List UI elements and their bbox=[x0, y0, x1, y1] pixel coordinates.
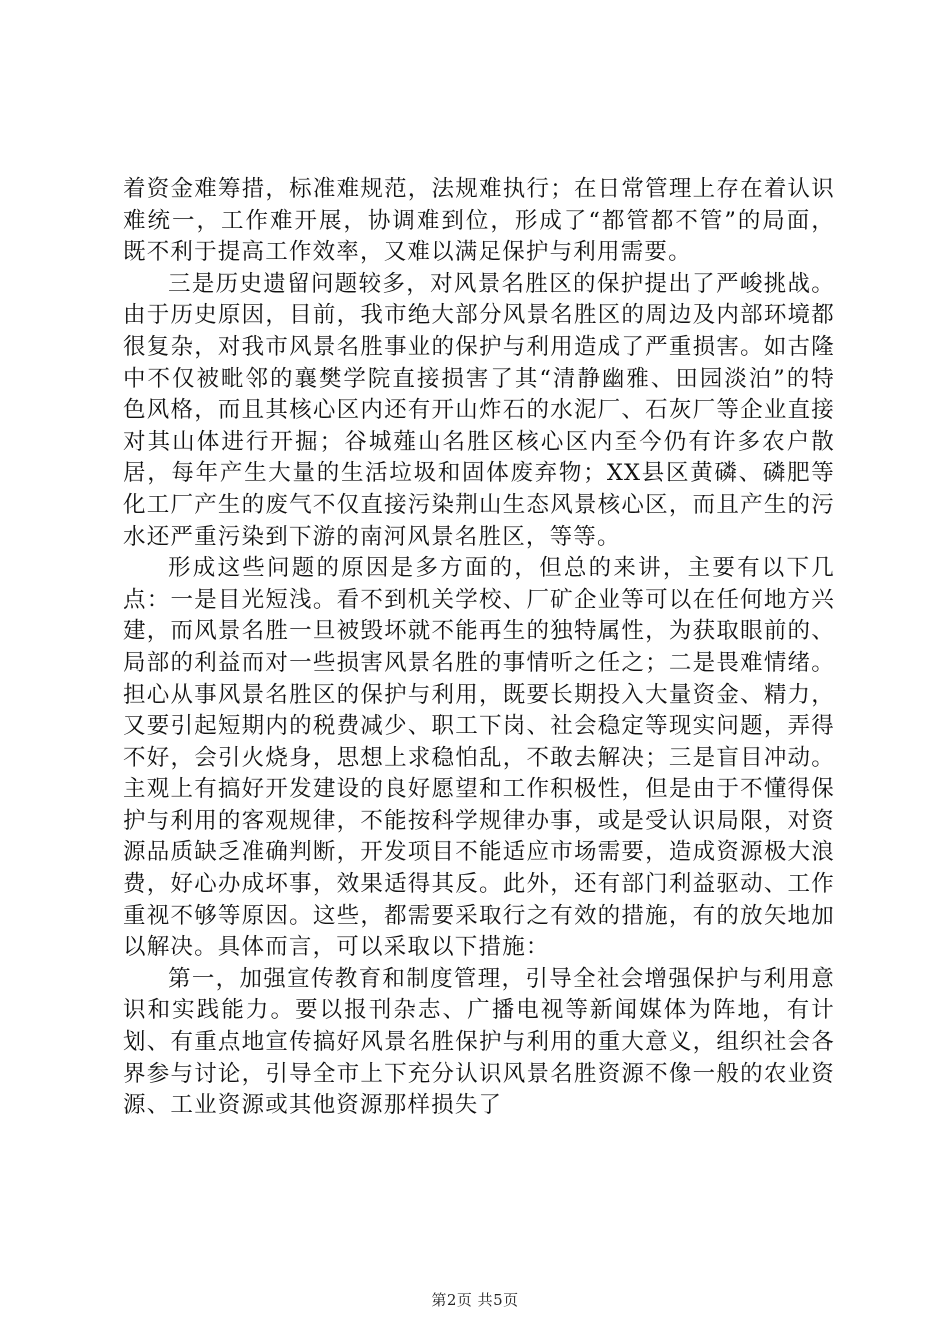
paragraph-4: 第一，加强宣传教育和制度管理，引导全社会增强保护与利用意识和实践能力。要以报刊杂志、广播电视等新闻媒体为阵地，有计划、有重点地宣传搞好风景名胜保护与利用的重大意义，组织社会各界参与讨论，引导全市上下充分认识风景名胜资源不像一般的农业资源、工业资源或其他资源那样损失了 bbox=[123, 965, 835, 1119]
document-body bbox=[123, 174, 835, 1122]
paragraph-1: 着资金难筹措，标准难规范，法规难执行；在日常管理上存在着认识难统一，工作难开展，协调难到位，形成了“都管都不管”的局面，既不利于提高工作效率，又难以满足保护与利用需要。 bbox=[123, 176, 835, 266]
page-number-footer: 第2页 共5页 bbox=[431, 1291, 519, 1309]
paragraph-2: 三是历史遗留问题较多，对风景名胜区的保护提出了严峻挑战。由于历史原因，目前，我市绝大部分风景名胜区的周边及内部环境都很复杂，对我市风景名胜事业的保护与利用造成了严重损害。如古隆中不仅被毗邻的襄樊学院直接损害了其“清静幽雅、田园淡泊”的特色风格，而且其核心区内还有开山炸石的水泥厂、石灰厂等企业直接对其山体进行开掘；谷城薤山名胜区核心区内至今仍有许多农户散居，每年产生大量的生活垃圾和固体废弃物；XX县区黄磷、磷肥等化工厂产生的废气不仅直接污染荆山生态风景核心区，而且产生的污水还严重污染到下游的南河风景名胜区，等等。 bbox=[123, 270, 835, 550]
paragraph-3: 形成这些问题的原因是多方面的，但总的来讲，主要有以下几点：一是目光短浅。看不到机关学校、厂矿企业等可以在任何地方兴建，而风景名胜一旦被毁坏就不能再生的独特属性，为获取眼前的、局部的利益而对一些损害风景名胜的事情听之任之；二是畏难情绪。担心从事风景名胜区的保护与利用，既要长期投入大量资金、精力，又要引起短期内的税费减少、职工下岗、社会稳定等现实问题，弄得不好，会引火烧身，思想上求稳怕乱，不敢去解决；三是盲目冲动。主观上有搞好开发建设的良好愿望和工作积极性，但是由于不懂得保护与利用的客观规律，不能按科学规律办事，或是受认识局限，对资源品质缺乏准确判断，开发项目不能适应市场需要，造成资源极大浪费，好心办成坏事，效果适得其反。此外，还有部门利益驱动、工作重视不够等原因。这些，都需要采取行之有效的措施，有的放矢地加以解决。具体而言，可以采取以下措施： bbox=[123, 555, 835, 961]
